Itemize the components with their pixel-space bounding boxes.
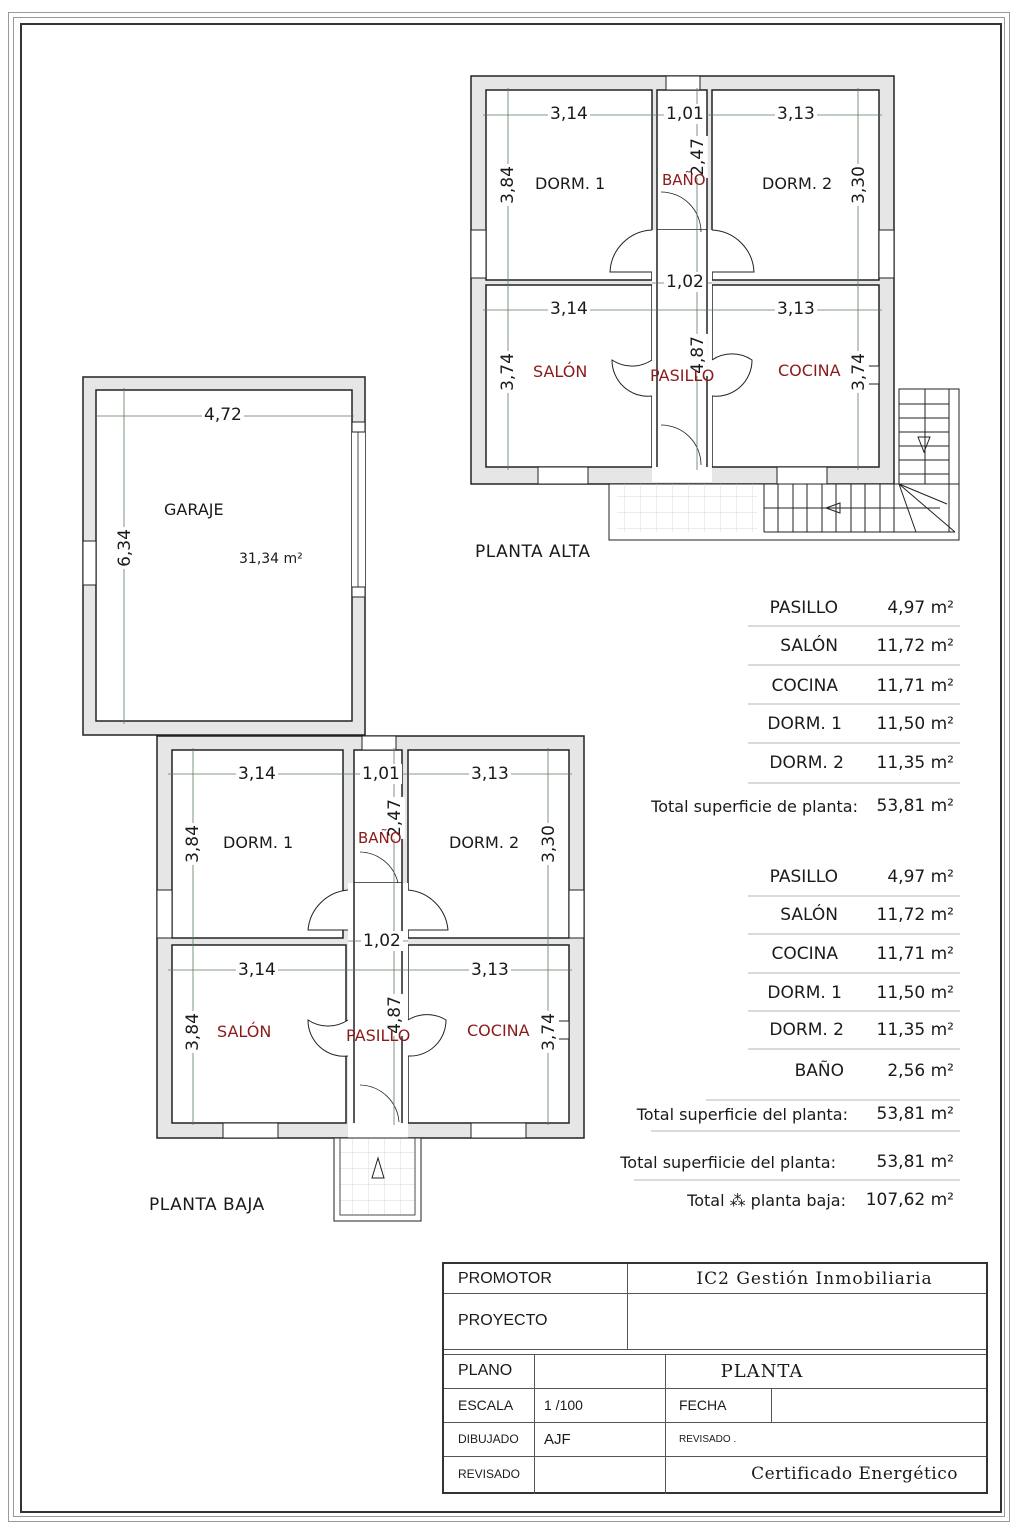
area-alta-total-label: Total superficie de planta: (651, 797, 858, 816)
dim-alta-cocina-height: 3,74 (848, 353, 869, 391)
dim-baja-pasillo-width: 1,02 (363, 931, 401, 951)
room-baja-cocina: COCINA (467, 1021, 530, 1040)
area-baja-total-label: Total superficie del planta: (636, 1105, 848, 1124)
area-baja-row-name: BAÑO (794, 1061, 844, 1081)
dim-baja-dorm2-width: 3,13 (471, 764, 509, 784)
room-alta-dorm1: DORM. 1 (535, 174, 606, 193)
floor-title-planta-baja: PLANTA BAJA (149, 1195, 265, 1215)
area-alta-row-value: 11,35 m² (876, 753, 954, 773)
room-alta-cocina: COCINA (778, 361, 841, 380)
area-baja-row-value: 11,71 m² (876, 944, 954, 964)
dim-baja-pasillo-height: 4,87 (384, 996, 405, 1034)
area-baja-row-name: PASILLO (769, 867, 838, 887)
promotor-value: IC2 Gestión Inmobiliaria (696, 1268, 933, 1289)
dim-baja-bano-height: 2,47 (384, 799, 405, 837)
floor-title-planta-alta: PLANTA ALTA (475, 542, 591, 562)
title-block (442, 1262, 988, 1494)
proyecto-label: PROYECTO (458, 1312, 548, 1329)
area-baja-row-value: 4,97 m² (887, 867, 954, 887)
dim-baja-cocina-height: 3,74 (538, 1013, 559, 1051)
dim-garaje-width: 4,72 (204, 405, 242, 425)
area-alta-row-value: 11,72 m² (876, 636, 954, 656)
area-baja-row-name: SALÓN (780, 905, 838, 925)
room-alta-pasillo: PASILLO (650, 366, 715, 385)
dim-baja-cocina-width: 3,13 (471, 960, 509, 980)
room-alta-dorm2: DORM. 2 (762, 174, 833, 193)
plano-value: PLANTA (720, 1360, 804, 1382)
area-alta-row-name: COCINA (771, 676, 838, 696)
room-alta-bano: BAÑO (662, 171, 706, 189)
proyecto-value (627, 1293, 988, 1349)
area-grand-total-value: 107,62 m² (865, 1190, 954, 1210)
dibujado-value: AJF (544, 1430, 571, 1448)
area-alta-row-name: PASILLO (769, 598, 838, 618)
area-baja-row-name: COCINA (771, 944, 838, 964)
dim-alta-pasillo-width: 1,02 (666, 272, 704, 292)
dim-garaje-height: 6,34 (114, 529, 135, 567)
revisado-note: REVISADO . (679, 1433, 737, 1445)
plano-label: PLANO (458, 1362, 513, 1379)
room-baja-dorm1: DORM. 1 (223, 833, 294, 852)
dim-alta-salon-height: 3,74 (497, 353, 518, 391)
fecha-value (771, 1388, 988, 1422)
room-baja-dorm2: DORM. 2 (449, 833, 520, 852)
dim-alta-dorm2-width: 3,13 (777, 104, 815, 124)
dim-alta-pasillo-height: 4,87 (687, 336, 708, 374)
area-baja-row-name: DORM. 2 (769, 1020, 844, 1040)
area-baja-total2-label: Total superfiicie del planta: (620, 1153, 836, 1172)
dim-alta-dorm1-height: 3,84 (497, 166, 518, 204)
dim-alta-bano-width: 1,01 (666, 104, 704, 124)
area-alta-row-name: DORM. 2 (769, 753, 844, 773)
area-alta-row-name: SALÓN (780, 636, 838, 656)
area-alta-row-value: 4,97 m² (887, 598, 954, 618)
area-alta-row-name: DORM. 1 (767, 714, 842, 734)
room-alta-salon: SALÓN (533, 362, 588, 381)
room-garaje: GARAJE (164, 500, 224, 519)
area-grand-total-label: Total ⁂ planta baja: (687, 1191, 846, 1210)
dim-baja-dorm1-height: 3,84 (182, 825, 203, 863)
promotor-label: PROMOTOR (458, 1269, 552, 1287)
area-baja-row-value: 2,56 m² (887, 1061, 954, 1081)
escala-value: 1 /100 (544, 1397, 583, 1413)
dim-baja-dorm1-width: 3,14 (238, 764, 276, 784)
dim-baja-bano-width: 1,01 (362, 764, 400, 784)
area-baja-row-name: DORM. 1 (767, 983, 842, 1003)
dim-alta-salon-width: 3,14 (550, 299, 588, 319)
dim-alta-dorm2-height: 3,30 (848, 166, 869, 204)
dim-alta-bano-height: 2,47 (687, 138, 708, 176)
area-baja-total2-value: 53,81 m² (876, 1152, 954, 1172)
dim-baja-salon-width: 3,14 (238, 960, 276, 980)
escala-label: ESCALA (458, 1397, 514, 1413)
revisado-value (534, 1456, 665, 1492)
dim-alta-cocina-width: 3,13 (777, 299, 815, 319)
area-alta-row-value: 11,50 m² (876, 714, 954, 734)
dim-baja-salon-height: 3,84 (182, 1013, 203, 1051)
room-baja-salon: SALÓN (217, 1022, 272, 1041)
fecha-label: FECHA (679, 1397, 727, 1413)
area-baja-row-value: 11,72 m² (876, 905, 954, 925)
area-baja-row-value: 11,35 m² (876, 1020, 954, 1040)
area-alta-total-value: 53,81 m² (876, 796, 954, 816)
dim-baja-dorm2-height: 3,30 (538, 825, 559, 863)
revisado-label: REVISADO (458, 1467, 521, 1481)
room-baja-pasillo: PASILLO (346, 1026, 411, 1045)
certificado-energetico-label: Certificado Energético (751, 1464, 958, 1484)
area-baja-row-value: 11,50 m² (876, 983, 954, 1003)
dim-alta-dorm1-width: 3,14 (550, 104, 588, 124)
garaje-area: 31,34 m² (239, 551, 303, 567)
room-baja-bano: BAÑO (358, 829, 402, 847)
title-block-divider (444, 1349, 986, 1350)
dibujado-label: DIBUJADO (458, 1432, 519, 1446)
area-alta-row-value: 11,71 m² (876, 676, 954, 696)
area-baja-total-value: 53,81 m² (876, 1104, 954, 1124)
